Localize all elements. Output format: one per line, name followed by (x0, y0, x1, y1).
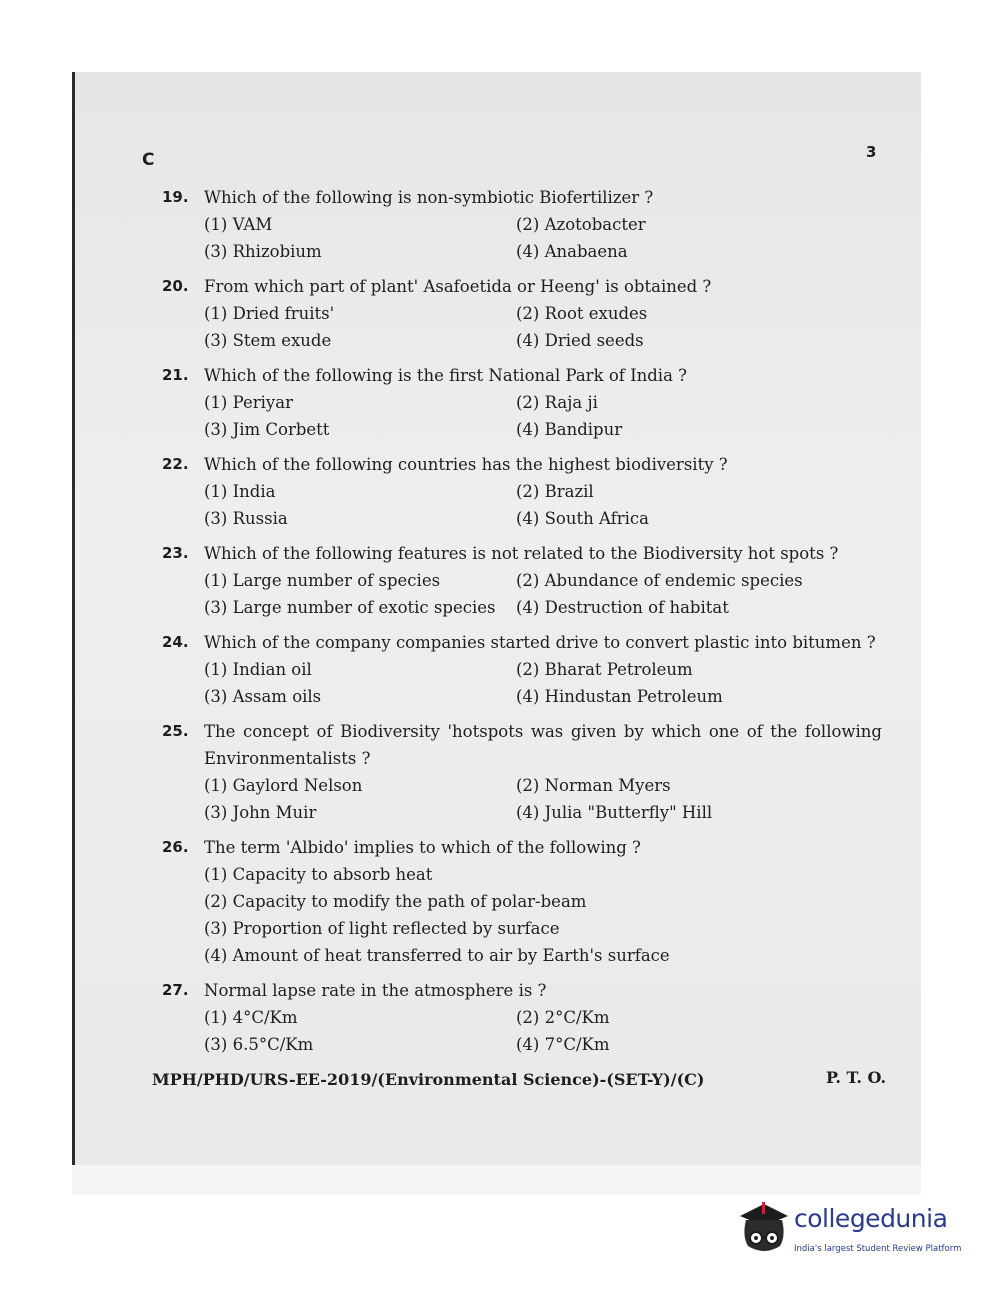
option-1: (1) Gaylord Nelson (204, 776, 363, 795)
option-1: (1) Indian oil (204, 660, 312, 679)
option-4: (4) South Africa (516, 509, 649, 528)
exam-code-footer: MPH/PHD/URS-EE-2019/(Environmental Science)-(SET-Y)/(C) (152, 1070, 705, 1089)
option-list (204, 211, 882, 265)
option-4: (4) Hindustan Petroleum (516, 687, 723, 706)
option-3: (3) 6.5°C/Km (204, 1035, 314, 1054)
question-text: Which of the following is the first National Park of India ? (204, 366, 688, 385)
brand-tagline: India's largest Student Review Platform (794, 1244, 962, 1254)
option-3: (3) Rhizobium (204, 242, 322, 261)
question-number: 23. (162, 544, 189, 562)
question-number: 21. (162, 366, 189, 384)
set-code: C (142, 150, 155, 170)
question-22 (162, 451, 882, 532)
option-2: (2) Bharat Petroleum (516, 660, 693, 679)
option-3: (3) Proportion of light reflected by surface (204, 919, 560, 938)
option-list (204, 656, 882, 710)
brand-name: collegedunia (794, 1204, 948, 1233)
question-24 (162, 629, 882, 710)
question-text: From which part of plant' Asafoetida or Heeng' is obtained ? (204, 277, 712, 296)
option-4: (4) Destruction of habitat (516, 598, 729, 617)
question-21 (162, 362, 882, 443)
option-2: (2) Raja ji (516, 393, 598, 412)
option-list (204, 772, 882, 826)
question-text: Which of the following features is not related to the Biodiversity hot spots ? (204, 544, 839, 563)
option-1: (1) India (204, 482, 276, 501)
question-26 (162, 834, 882, 969)
option-4: (4) Julia "Butterfly" Hill (516, 803, 713, 822)
question-number: 25. (162, 722, 189, 740)
option-4: (4) Anabaena (516, 242, 628, 261)
option-3: (3) Stem exude (204, 331, 332, 350)
question-text: Which of the company companies started drive to convert plastic into bitumen ? (204, 633, 876, 652)
question-19 (162, 184, 882, 265)
option-1: (1) Capacity to absorb heat (204, 865, 433, 884)
question-number: 27. (162, 981, 189, 999)
page-number: 3 (866, 143, 877, 161)
question-text: The concept of Biodiversity 'hotspots was given by which one of the following Environmentalists ? (204, 722, 882, 768)
question-number: 20. (162, 277, 189, 295)
mascot-icon (736, 1196, 794, 1258)
option-4: (4) Dried seeds (516, 331, 644, 350)
option-2: (2) Root exudes (516, 304, 648, 323)
option-3: (3) Jim Corbett (204, 420, 330, 439)
scan-margin (72, 1165, 921, 1195)
option-list (204, 1004, 882, 1058)
option-4: (4) Bandipur (516, 420, 623, 439)
question-text: Which of the following is non-symbiotic Biofertilizer ? (204, 188, 654, 207)
option-1: (1) Dried fruits' (204, 304, 335, 323)
question-list (162, 184, 882, 1066)
option-4: (4) Amount of heat transferred to air by Earth's surface (204, 946, 670, 965)
option-1: (1) 4°C/Km (204, 1008, 298, 1027)
option-2: (2) Norman Myers (516, 776, 671, 795)
question-23 (162, 540, 882, 621)
question-number: 22. (162, 455, 189, 473)
option-1: (1) VAM (204, 215, 273, 234)
question-text: The term 'Albido' implies to which of the following ? (204, 838, 641, 857)
option-list (204, 861, 882, 969)
option-2: (2) Capacity to modify the path of polar-beam (204, 892, 587, 911)
question-number: 19. (162, 188, 189, 206)
option-list (204, 389, 882, 443)
option-2: (2) Brazil (516, 482, 594, 501)
collegedunia-watermark (736, 1196, 962, 1262)
option-list (204, 300, 882, 354)
question-25 (162, 718, 882, 826)
option-3: (3) Assam oils (204, 687, 322, 706)
question-text: Which of the following countries has the highest biodiversity ? (204, 455, 728, 474)
option-2: (2) Azotobacter (516, 215, 646, 234)
question-number: 26. (162, 838, 189, 856)
option-list (204, 478, 882, 532)
pto-label: P. T. O. (826, 1068, 887, 1087)
option-3: (3) Russia (204, 509, 288, 528)
option-4: (4) 7°C/Km (516, 1035, 610, 1054)
option-2: (2) 2°C/Km (516, 1008, 610, 1027)
question-27 (162, 977, 882, 1058)
question-text: Normal lapse rate in the atmosphere is ? (204, 981, 547, 1000)
option-3: (3) John Muir (204, 803, 317, 822)
question-20 (162, 273, 882, 354)
option-list (204, 567, 882, 621)
question-number: 24. (162, 633, 189, 651)
option-1: (1) Large number of species (204, 571, 441, 590)
option-1: (1) Periyar (204, 393, 293, 412)
option-3: (3) Large number of exotic species (204, 598, 496, 617)
option-2: (2) Abundance of endemic species (516, 571, 803, 590)
